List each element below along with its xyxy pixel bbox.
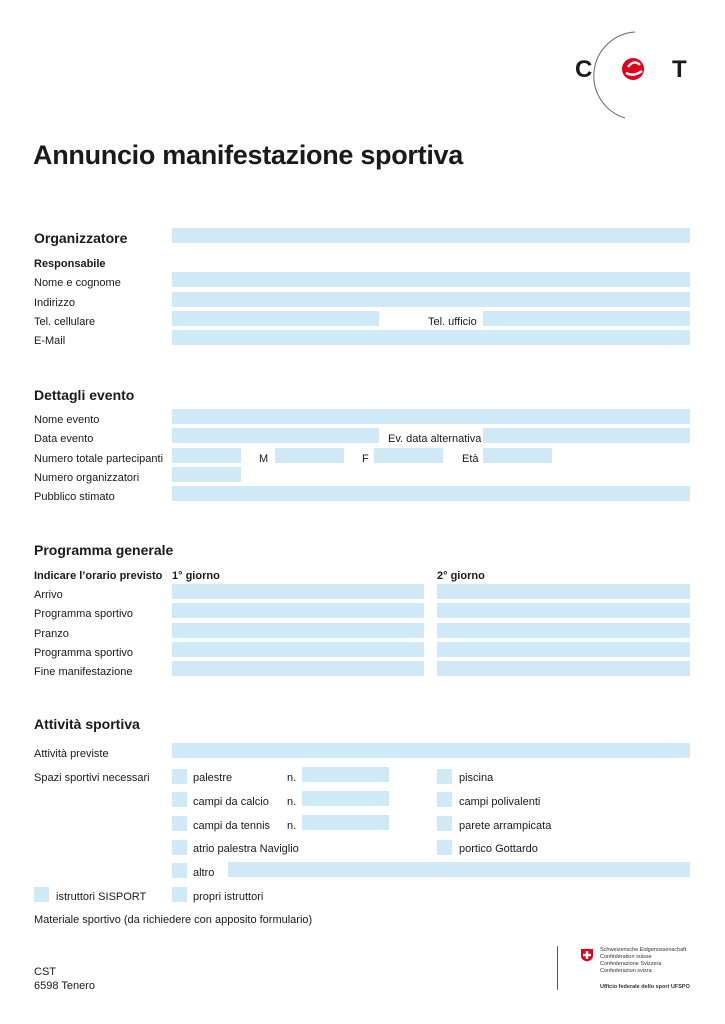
programma-day2-field[interactable] <box>437 642 690 657</box>
section-evento-heading: Dettagli evento <box>34 387 135 403</box>
confederation-line-it: Confederazione Svizzera <box>600 961 662 967</box>
giorno2-label: 2° giorno <box>437 570 485 582</box>
sisport-label: istruttori SISPORT <box>56 891 147 903</box>
partecipanti-label: Numero totale partecipanti <box>34 453 164 465</box>
giorno1-label: 1° giorno <box>172 570 220 582</box>
programma-day2-field[interactable] <box>437 584 690 599</box>
section-attivita-heading: Attività sportiva <box>34 716 140 732</box>
email-label: E-Mail <box>34 335 66 347</box>
footer-address: 6598 Tenero <box>34 980 95 992</box>
footer-cst: CST <box>34 966 56 978</box>
parete-checkbox[interactable] <box>437 816 452 831</box>
programma-row-label: Programma sportivo <box>34 608 134 620</box>
programma-row-label: Programma sportivo <box>34 647 134 659</box>
m-label: M <box>259 453 269 465</box>
palestre-count-field[interactable] <box>302 767 389 782</box>
responsabile-label: Responsabile <box>34 258 106 270</box>
propri-label: propri istruttori <box>193 891 264 903</box>
programma-day1-field[interactable] <box>172 661 424 676</box>
parete-label: parete arrampicata <box>459 820 552 832</box>
confederation-line-fr: Confédération suisse <box>600 954 652 960</box>
orario-label: Indicare l’orario previsto <box>34 570 163 582</box>
eta-label: Età <box>462 453 479 465</box>
nome-evento-label: Nome evento <box>34 414 100 426</box>
portico-checkbox[interactable] <box>437 840 452 855</box>
logo-arc <box>575 30 725 120</box>
eta-field[interactable] <box>483 448 552 463</box>
data-evento-label: Data evento <box>34 433 94 445</box>
calcio-label: campi da calcio <box>193 796 269 808</box>
palestre-label: palestre <box>193 772 233 784</box>
programma-row-label: Pranzo <box>34 628 69 640</box>
pubblico-field[interactable] <box>172 486 690 501</box>
logo-red-mark <box>620 55 650 85</box>
f-label: F <box>362 453 369 465</box>
calcio-count-field[interactable] <box>302 791 389 806</box>
organizzatore-field[interactable] <box>172 228 690 243</box>
palestre-n-label: n. <box>287 772 297 784</box>
pubblico-label: Pubblico stimato <box>34 491 115 503</box>
materiale-label: Materiale sportivo (da richiedere con apposito formulario) <box>34 914 313 926</box>
tel-ufficio-label: Tel. ufficio <box>428 316 477 328</box>
nome-field[interactable] <box>172 272 690 287</box>
piscina-checkbox[interactable] <box>437 769 452 784</box>
data-evento-field[interactable] <box>172 428 379 443</box>
spazi-label: Spazi sportivi necessari <box>34 772 150 784</box>
polivalenti-label: campi polivalenti <box>459 796 541 808</box>
ufficio-federale: Ufficio federale dello sport UFSPO <box>600 984 690 990</box>
section-organizzatore-heading: Organizzatore <box>34 230 128 246</box>
programma-day1-field[interactable] <box>172 623 424 638</box>
altro-label: altro <box>193 867 215 879</box>
confederation-line-rm: Confederaziun svizra <box>600 968 652 974</box>
polivalenti-checkbox[interactable] <box>437 792 452 807</box>
tennis-count-field[interactable] <box>302 815 389 830</box>
attivita-previste-field[interactable] <box>172 743 690 758</box>
organizzatori-field[interactable] <box>172 467 241 482</box>
programma-day1-field[interactable] <box>172 584 424 599</box>
propri-checkbox[interactable] <box>172 887 187 902</box>
programma-day1-field[interactable] <box>172 603 424 618</box>
tennis-checkbox[interactable] <box>172 816 187 831</box>
logo-letter-c: C <box>575 56 593 83</box>
section-programma-heading: Programma generale <box>34 542 174 558</box>
programma-day1-field[interactable] <box>172 642 424 657</box>
programma-day2-field[interactable] <box>437 623 690 638</box>
page-title: Annuncio manifestazione sportiva <box>33 140 463 170</box>
email-field[interactable] <box>172 330 690 345</box>
calcio-n-label: n. <box>287 796 297 808</box>
indirizzo-field[interactable] <box>172 292 690 307</box>
nome-evento-field[interactable] <box>172 409 690 424</box>
footer-divider <box>557 946 558 990</box>
altro-checkbox[interactable] <box>172 863 187 878</box>
programma-day2-field[interactable] <box>437 661 690 676</box>
programma-row-label: Arrivo <box>34 589 63 601</box>
tel-ufficio-field[interactable] <box>483 311 690 326</box>
logo-letter-t: T <box>672 56 687 83</box>
confederation-line-de: Schweizerische Eidgenossenschaft <box>600 947 687 953</box>
naviglio-checkbox[interactable] <box>172 840 187 855</box>
tel-cell-label: Tel. cellulare <box>34 316 96 328</box>
tennis-n-label: n. <box>287 820 297 832</box>
m-field[interactable] <box>275 448 344 463</box>
programma-day2-field[interactable] <box>437 603 690 618</box>
nome-label: Nome e cognome <box>34 277 121 289</box>
organizzatori-label: Numero organizzatori <box>34 472 140 484</box>
portico-label: portico Gottardo <box>459 843 538 855</box>
piscina-label: piscina <box>459 772 494 784</box>
altro-field[interactable] <box>228 862 690 877</box>
swiss-cross-icon <box>580 948 594 962</box>
programma-row-label: Fine manifestazione <box>34 666 133 678</box>
data-alt-label: Ev. data alternativa <box>388 433 482 445</box>
data-alt-field[interactable] <box>483 428 690 443</box>
attivita-previste-label: Attività previste <box>34 748 109 760</box>
palestre-checkbox[interactable] <box>172 769 187 784</box>
tennis-label: campi da tennis <box>193 820 271 832</box>
calcio-checkbox[interactable] <box>172 792 187 807</box>
sisport-checkbox[interactable] <box>34 887 49 902</box>
naviglio-label: atrio palestra Naviglio <box>193 843 299 855</box>
partecipanti-field[interactable] <box>172 448 241 463</box>
indirizzo-label: Indirizzo <box>34 297 75 309</box>
tel-cell-field[interactable] <box>172 311 379 326</box>
f-field[interactable] <box>374 448 443 463</box>
